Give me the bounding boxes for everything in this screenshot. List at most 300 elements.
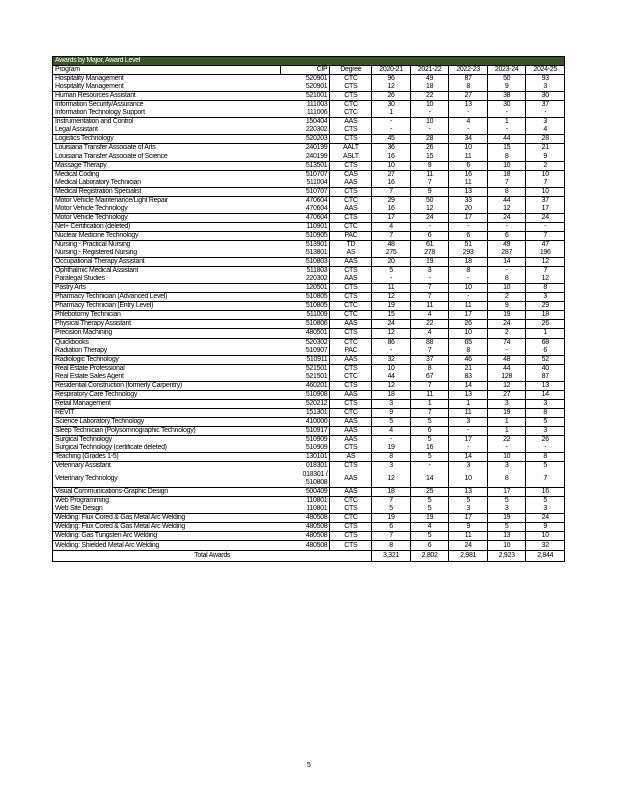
program-cell: Medical Laboratory Technician [53,179,281,188]
table-row [53,541,565,550]
degree-cell: CTS [330,329,372,338]
award-count-cell: - [526,109,565,118]
award-count-cell: - [449,444,488,453]
program-cell: Ophthalmic Medical Assistant [53,267,281,276]
award-count-cell: 19 [410,514,449,523]
award-count-cell: 20 [372,258,411,267]
award-count-cell: 12 [487,205,526,214]
award-count-cell: 36 [372,144,411,153]
table-row [53,222,565,231]
award-count-cell: 67 [410,373,449,382]
award-count-cell: 2 [487,293,526,302]
award-count-cell: 61 [410,240,449,249]
total-value-cell: 3,321 [372,550,411,561]
degree-cell: AAS [330,355,372,364]
table-row [53,302,565,311]
award-count-cell: 3 [526,399,565,408]
program-cell: Science Laboratory Technology [53,417,281,426]
cip-cell: 510805 [280,302,330,311]
award-count-cell: 21 [526,144,565,153]
program-cell: Information Security/Assurance [53,101,281,110]
program-cell: Legal Assistant [53,126,281,135]
degree-cell: CTS [330,83,372,92]
award-count-cell: 10 [410,118,449,127]
table-row [53,497,565,506]
column-header-degree: Degree [330,66,372,75]
table-row [53,338,565,347]
award-count-cell: 12 [372,329,411,338]
award-count-cell: 3 [526,83,565,92]
award-count-cell: 27 [449,92,488,101]
table-row [53,267,565,276]
award-count-cell: 27 [487,390,526,399]
award-count-cell: 17 [526,205,565,214]
degree-cell: CTS [330,284,372,293]
program-cell: Pharmacy Technician (Advanced Level) [53,293,281,302]
award-count-cell: 51 [449,240,488,249]
award-count-cell: 26 [449,320,488,329]
award-count-cell: 16 [372,153,411,162]
table-row [53,311,565,320]
award-count-cell: 13 [449,390,488,399]
table-row [53,426,565,435]
award-count-cell: 46 [449,355,488,364]
award-count-cell: 12 [410,205,449,214]
degree-cell: AALT [330,144,372,153]
award-count-cell: 21 [449,364,488,373]
program-cell: Nursing - Practical Nursing [53,240,281,249]
award-count-cell: - [372,118,411,127]
program-cell: Medical Registration Specialist [53,187,281,196]
award-count-cell: 6 [487,231,526,240]
award-count-cell: 9 [410,187,449,196]
award-count-cell: 2 [487,329,526,338]
degree-cell: AAS [330,488,372,497]
award-count-cell: 34 [449,135,488,144]
degree-cell: CTS [330,187,372,196]
degree-cell: AAS [330,436,372,445]
program-cell: Web Site Design [53,505,281,514]
award-count-cell: 293 [449,249,488,258]
program-cell: Welding: Flux Cored & Gas Metal Arc Welding [53,523,281,532]
cip-cell: 510803 [280,258,330,267]
award-count-cell: - [372,275,411,284]
cip-cell: 510805 [280,293,330,302]
award-count-cell: 4 [410,523,449,532]
program-cell: REVIT [53,408,281,417]
table-row [53,240,565,249]
award-count-cell: 10 [410,101,449,110]
award-count-cell: 14 [410,470,449,488]
award-count-cell: 86 [372,338,411,347]
table-row [53,523,565,532]
award-count-cell: 29 [526,302,565,311]
program-cell: Retail Management [53,399,281,408]
award-count-cell: 3 [410,267,449,276]
award-count-cell: 8 [449,347,488,356]
cip-cell: 111003 [280,101,330,110]
cip-cell: 220302 [305,126,328,134]
award-count-cell: 11 [449,408,488,417]
cip-cell: 510909 [280,436,330,445]
award-count-cell: 10 [372,364,411,373]
award-count-cell: 32 [372,355,411,364]
degree-cell: CTS [330,293,372,302]
award-count-cell: 6 [372,523,411,532]
award-count-cell: 5 [526,462,565,471]
award-count-cell: 44 [372,373,411,382]
award-count-cell: 17 [487,488,526,497]
award-count-cell: 74 [487,338,526,347]
program-cell: Information Technology Support [53,109,281,118]
award-count-cell: 26 [410,144,449,153]
table-row [53,249,565,258]
award-count-cell: 22 [487,436,526,445]
award-count-cell: 275 [372,249,411,258]
award-count-cell: 1 [487,426,526,435]
award-count-cell: 11 [372,284,411,293]
award-count-cell: 13 [449,187,488,196]
award-count-cell: - [372,347,411,356]
award-count-cell: 44 [487,364,526,373]
program-cell: Veterinary Technology [53,470,281,488]
award-count-cell: 9 [487,83,526,92]
table-row [53,144,565,153]
program-cell: Surgical Technology [53,436,281,445]
cip-cell: 110901 [280,222,330,231]
award-count-cell: 9 [526,523,565,532]
table-row [53,92,565,101]
program-cell: Louisiana Transfer Associate of Arts [53,144,281,153]
award-count-cell: 8 [449,267,488,276]
award-count-cell: 5 [372,267,411,276]
cip-cell [280,470,330,488]
cip-cell: 111006 [306,109,328,117]
program-cell: Quickbooks [53,338,281,347]
degree-cell: CTS [330,541,372,550]
program-cell: Welding: Flux Cored & Gas Metal Arc Welding [53,514,281,523]
column-header-2021-22: 2021-22 [410,66,449,75]
cip-line: 510808 [305,478,328,486]
award-count-cell: 12 [372,470,411,488]
award-count-cell: 7 [526,470,565,488]
program-cell: Physical Therapy Assistant [53,320,281,329]
award-count-cell: 3 [526,505,565,514]
award-count-cell: 88 [410,338,449,347]
award-count-cell: 4 [526,126,565,135]
award-count-cell: 3 [487,399,526,408]
award-count-cell: 4 [410,329,449,338]
award-count-cell: 6 [410,541,449,550]
cip-cell: 513901 [280,240,330,249]
program-cell: Louisiana Transfer Associate of Science [53,153,281,162]
award-count-cell: 128 [487,373,526,382]
program-cell: Surgical Technology (certificate deleted) [53,444,281,453]
award-count-cell: - [449,275,488,284]
award-count-cell: 8 [526,453,565,462]
award-count-cell: - [410,275,449,284]
award-count-cell: 3 [487,505,526,514]
degree-cell: AAS [330,179,372,188]
award-count-cell: - [410,462,449,471]
cip-cell: 510909 [305,444,328,452]
award-count-cell: - [487,222,526,231]
award-count-cell: 33 [449,196,488,205]
award-count-cell: 37 [526,101,565,110]
award-count-cell: 1 [526,329,565,338]
award-count-cell: 5 [410,532,449,541]
award-count-cell: 10 [526,532,565,541]
award-count-cell: 44 [487,135,526,144]
program-cell: Respiratory Care Technology [53,390,281,399]
award-count-cell: 10 [449,144,488,153]
degree-cell: CTS [330,213,372,222]
degree-cell: TD [330,240,372,249]
award-count-cell: 7 [410,293,449,302]
award-count-cell: 28 [410,135,449,144]
award-count-cell: 12 [526,275,565,284]
cip-cell: 460201 [280,381,330,390]
award-count-cell: 6 [449,231,488,240]
degree-cell: CTC [330,373,372,382]
award-count-cell: 24 [487,320,526,329]
degree-cell: CTC [330,222,372,231]
award-count-cell: 93 [526,75,565,84]
award-count-cell: 32 [526,541,565,550]
table-title: Awards by Major, Award Level [53,57,565,66]
award-count-cell: 7 [372,231,411,240]
degree-cell: CTC [330,514,372,523]
table-row [53,320,565,329]
award-count-cell: - [487,444,526,453]
award-count-cell: 13 [487,532,526,541]
award-count-cell: 14 [449,381,488,390]
table-row [53,381,565,390]
award-count-cell: 18 [487,170,526,179]
award-count-cell: 11 [449,302,488,311]
award-count-cell: 52 [526,355,565,364]
award-count-cell: 11 [410,390,449,399]
award-count-cell: 12 [372,381,411,390]
award-count-cell: - [449,222,488,231]
award-count-cell: 30 [526,92,565,101]
award-count-cell: 18 [410,83,449,92]
cip-cell: 480508 [280,541,330,550]
award-count-cell: 5 [487,523,526,532]
program-cell: Teaching (Grades 1-5) [53,453,281,462]
degree-cell: CTC [330,109,372,118]
degree-cell: CAS [330,170,372,179]
degree-cell: CTC [330,196,372,205]
award-count-cell: 30 [372,101,411,110]
table-row [53,488,565,497]
cip-cell: 240199 [305,152,328,160]
table-row [53,231,565,240]
award-count-cell: 16 [410,444,449,453]
program-cell: Hospitality Management [53,83,281,92]
cip-cell: 511803 [280,267,330,276]
award-count-cell: 50 [487,75,526,84]
award-count-cell: 1 [487,417,526,426]
award-count-cell: 27 [372,170,411,179]
award-count-cell: 25 [410,488,449,497]
award-count-cell: 8 [372,541,411,550]
award-count-cell: 5 [410,497,449,506]
program-cell: Residential Construction (formerly Carpentry) [53,381,281,390]
award-count-cell: 10 [487,453,526,462]
table-row [53,135,565,144]
column-header-2023-24: 2023-24 [487,66,526,75]
degree-cell: AAS [330,275,372,284]
program-cell: Pastry Arts [53,284,281,293]
degree-cell: CTS [330,126,372,135]
program-cell: Logistics Technology [53,135,281,144]
award-count-cell: 16 [372,179,411,188]
table-row [53,153,565,162]
table-row [53,514,565,523]
cip-cell: 110801 [306,505,328,513]
award-count-cell: 16 [526,488,565,497]
cip-multiline [303,471,328,487]
award-count-cell: 5 [410,453,449,462]
award-count-cell: 37 [410,355,449,364]
award-count-cell: 17 [449,311,488,320]
award-count-cell: - [372,126,411,135]
award-count-cell: 10 [487,284,526,293]
column-header-2024-25: 2024-25 [526,66,565,75]
award-count-cell: 3 [449,462,488,471]
award-count-cell: 10 [526,170,565,179]
table-row [53,179,565,188]
program-cell: Human Resources Assistant [53,92,281,101]
total-label: Total Awards [53,550,372,561]
award-count-cell: 10 [449,470,488,488]
award-count-cell: 2 [526,161,565,170]
table-row [53,347,565,356]
award-count-cell: 6 [449,161,488,170]
degree-cell: AAS [330,205,372,214]
award-count-cell: 45 [372,135,411,144]
column-header-2020-21: 2020-21 [372,66,411,75]
award-count-cell: 12 [372,83,411,92]
award-count-cell: 7 [487,179,526,188]
cip-cell: 520203 [280,135,330,144]
award-count-cell: 11 [410,302,449,311]
cip-cell: 220302 [305,275,328,283]
award-count-cell: 3 [526,426,565,435]
award-count-cell: - [487,347,526,356]
award-count-cell: 14 [526,390,565,399]
cip-cell: 510907 [305,346,328,354]
award-count-cell: 19 [487,408,526,417]
award-count-cell: 48 [487,355,526,364]
award-count-cell: 3 [449,417,488,426]
program-cell: Precision Machining [53,329,281,338]
program-cell: Radiation Therapy [53,347,281,356]
award-count-cell: - [487,267,526,276]
cip-cell: 510908 [280,390,330,399]
award-count-cell: 3 [526,293,565,302]
award-count-cell: 13 [449,488,488,497]
degree-cell: CTS [330,532,372,541]
award-count-cell: 3 [372,399,411,408]
award-count-cell: 3 [372,462,411,471]
award-count-cell: 1 [410,399,449,408]
award-count-cell: 87 [449,75,488,84]
column-header-program: Program [53,66,281,75]
award-count-cell: 12 [487,381,526,390]
award-count-cell: 1 [372,109,411,118]
award-count-cell: 49 [410,75,449,84]
award-count-cell: 196 [526,249,565,258]
table-row [53,444,565,453]
award-count-cell: 7 [526,267,565,276]
cip-cell: 410000 [280,417,330,426]
cip-cell: 510911 [280,355,330,364]
award-count-cell: 50 [410,196,449,205]
degree-cell: CTC [330,338,372,347]
program-cell: Sleep Technician (Polysomnographic Technology) [53,426,281,435]
degree-cell: AAS [330,417,372,426]
cip-cell: 521501 [305,372,328,380]
award-count-cell: 22 [410,92,449,101]
award-count-cell: 68 [526,338,565,347]
award-count-cell: 17 [449,514,488,523]
cip-cell: 510917 [280,426,330,435]
award-count-cell: 6 [410,426,449,435]
award-count-cell: 24 [410,213,449,222]
award-count-cell: - [449,293,488,302]
award-count-cell: 26 [526,320,565,329]
award-count-cell: 12 [526,258,565,267]
award-count-cell: 278 [410,249,449,258]
degree-cell: CTS [330,523,372,532]
table-row [53,187,565,196]
award-count-cell: 16 [449,170,488,179]
table-title-row [53,57,565,66]
program-cell: Radiologic Technology [53,355,281,364]
cip-cell: 513501 [280,161,330,170]
degree-cell: AAS [330,320,372,329]
column-header-cip: CIP [280,66,330,75]
cip-cell: 511009 [280,311,330,320]
table-row [53,293,565,302]
award-count-cell: 13 [526,381,565,390]
award-count-cell: 30 [487,101,526,110]
degree-cell: PAC [330,231,372,240]
table-row [53,284,565,293]
degree-cell: PAC [330,347,372,356]
table-row [53,75,565,84]
award-count-cell: 26 [526,436,565,445]
award-count-cell: 5 [410,505,449,514]
award-count-cell: - [526,444,565,453]
program-cell: Welding: Shielded Metal Arc Welding [53,541,281,550]
cip-cell: 151301 [280,408,330,417]
award-count-cell: 13 [449,101,488,110]
degree-cell: CTC [330,75,372,84]
award-count-cell: 4 [410,311,449,320]
award-count-cell: 9 [526,153,565,162]
award-count-cell: 17 [372,213,411,222]
award-count-cell: 28 [526,135,565,144]
program-cell: Visual Communications-Graphic Design [53,488,281,497]
award-count-cell: 37 [526,196,565,205]
award-count-cell: 4 [372,426,411,435]
award-count-cell: 11 [449,532,488,541]
award-count-cell: - [526,222,565,231]
award-count-cell: - [449,426,488,435]
